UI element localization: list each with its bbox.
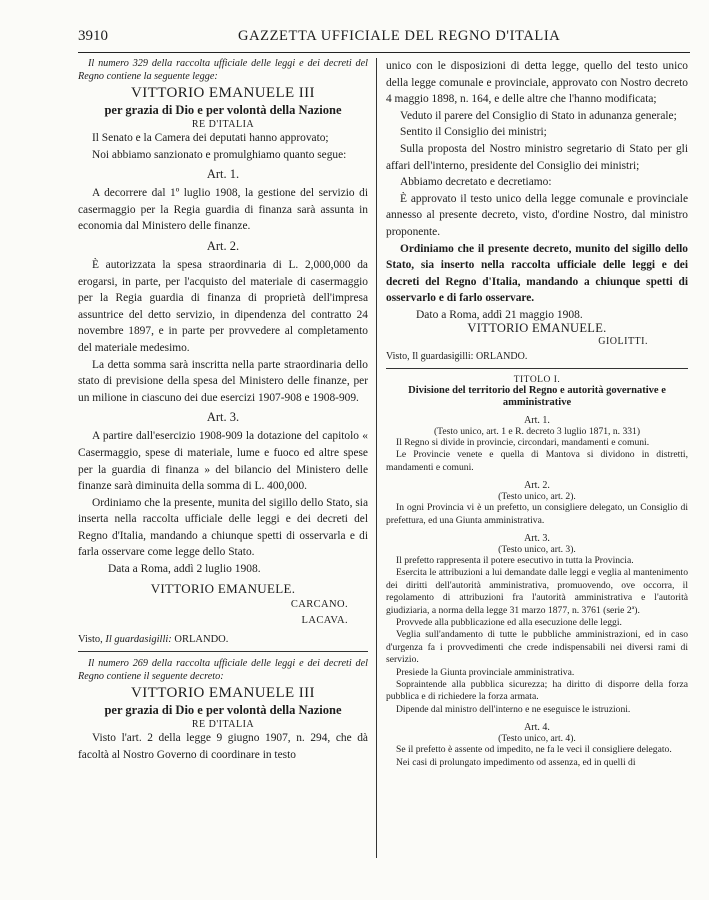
- titolo-description: Divisione del territorio del Regno e autorità governative e amministrative: [408, 384, 666, 408]
- art3-heading: Art. 3.: [524, 532, 550, 544]
- art3-p1: Il prefetto rappresenta il potere esecutivo in tutta la Provincia.: [396, 554, 634, 566]
- right-column: [386, 58, 688, 769]
- art4-heading: Art. 4.: [524, 722, 550, 734]
- page-number: 3910: [78, 28, 108, 44]
- decree-p7: Ordiniamo che il presente decreto, munito del sigillo dello Stato, sia inserto nella raccolta ufficiale delle leggi e dei decreti del Regno d'Italia, mandando a chiunque spetti di osservarlo e di farlo osservare.: [386, 242, 688, 305]
- art3-title: Art. 3.: [206, 410, 240, 425]
- king-name-2: VITTORIO EMANUELE III: [131, 685, 315, 702]
- law-intro: Il numero 329 della raccolta ufficiale delle leggi e dei decreti del Regno contiene la seguente legge:: [78, 58, 368, 82]
- re-line-2: RE D'ITALIA: [191, 719, 255, 731]
- art3-text: A partire dall'esercizio 1908-909 la dotazione del capitolo « Casermaggio, spese di materiale, lume e fuoco ed altre spese per la guardia di finanza » del bilancio del Ministero delle finanze sarà diminuita della somma di L. 400,000.: [78, 430, 368, 493]
- art1-title: Art. 1.: [206, 167, 240, 182]
- art3-p6: Sopraintende alla pubblica sicurezza; ha diritto di disporre della forza pubblica e di richiedere la forza armata.: [386, 679, 688, 703]
- visto-role: Il guardasigilli:: [105, 634, 172, 646]
- minister-giolitti: GIOLITTI.: [598, 335, 648, 347]
- decree-p5: Abbiamo decretato e decretiamo:: [400, 176, 552, 189]
- titolo-heading: TITOLO I.: [513, 374, 561, 385]
- re-line: RE D'ITALIA: [191, 119, 255, 130]
- visto-decree-text: Visto l'art. 2 della legge 9 giugno 1907, n. 294, che dà facoltà al Nostro Governo di coordinare in testo: [78, 732, 368, 761]
- art2-text-1: È autorizzata la spesa straordinaria di L. 2,000,000 da erogarsi, in parte, per l'acquisto del materiale di casermaggio per la Regia guardia di finanza di proprietà dell'impresa assuntrice del detto servizio, in dipendenza del contratto 24 novembre 1897, e in parte per provvedere al completamento del materiale medesimo.: [78, 258, 368, 354]
- decree-p2: Veduto il parere del Consiglio di Stato in adunanza generale;: [400, 109, 677, 122]
- order-text: Ordiniamo che la presente, munita del sigillo dello Stato, sia inserta nella raccolta ufficiale delle leggi e dei decreti del Regno d'Italia, mandando a chiunque spetti di osservarla e di farla osservare come legge dello Stato.: [78, 496, 368, 559]
- date-line: Data a Roma, addì 2 luglio 1908.: [108, 563, 261, 576]
- promulgate-line: Noi abbiamo sanzionato e promulghiamo quanto segue:: [92, 148, 347, 161]
- art4-ref: (Testo unico, art. 4).: [498, 733, 576, 745]
- art1-p1: Il Regno si divide in provincie, circondari, mandamenti e comuni.: [396, 436, 650, 448]
- king-signature: VITTORIO EMANUELE.: [150, 581, 296, 597]
- art3-ref: (Testo unico, art. 3).: [498, 543, 576, 555]
- art1-ref: (Testo unico, art. 1 e R. decreto 3 luglio 1871, n. 331): [433, 425, 641, 437]
- art1-text: A decorrere dal 1º luglio 1908, la gestione del servizio di casermaggio per la Regia guardia di finanza sarà assunta in economia dal Ministero delle finanze.: [78, 187, 368, 233]
- visto-label: Visto,: [78, 634, 103, 646]
- decree-date: Dato a Roma, addì 21 maggio 1908.: [416, 308, 583, 321]
- art2-p1: In ogni Provincia vi è un prefetto, un consigliere delegato, un Consiglio di prefettura, ed una Giunta amministrativa.: [386, 502, 688, 526]
- art3-p3: Provvede alla pubblicazione ed alla esecuzione delle leggi.: [396, 616, 622, 628]
- art1-p2: Le Provincie venete e quella di Mantova si dividono in distretti, mandamenti e comuni.: [386, 449, 688, 473]
- art4-p1: Se il prefetto è assente od impedito, ne fa le veci il consigliere delegato.: [396, 744, 672, 756]
- visto-line: [78, 634, 368, 645]
- art3-p7: Dipende dal ministro dell'interno e ne eseguisce le istruzioni.: [396, 703, 631, 715]
- decree-p6: È approvato il testo unico della legge comunale e provinciale annesso al presente decreto, visto, d'ordine Nostro, dal ministro proponente.: [386, 192, 688, 238]
- header-rule: [78, 52, 690, 53]
- art4-p2: Nei casi di prolungato impedimento od assenza, ed in quelli di: [396, 756, 636, 768]
- art2-text-2: La detta somma sarà inscritta nella parte straordinaria dello stato di previsione della spesa del Ministero delle finanze, per un milione in ciascuno dei due esercizi 1907-908 e 1908-909.: [78, 358, 368, 404]
- art3-p4: Veglia sull'andamento di tutte le pubbliche amministrazioni, ed in caso d'urgenza fa i provvedimenti che crede indispensabili nei diversi rami di servizio.: [386, 629, 688, 666]
- grace-line-2: per grazia di Dio e per volontà della Nazione: [104, 703, 342, 718]
- right-divider: [386, 368, 688, 369]
- art2-heading: Art. 2.: [524, 480, 550, 492]
- art2-title: Art. 2.: [206, 238, 240, 253]
- minister-carcano: CARCANO.: [290, 599, 348, 611]
- section-divider: [78, 651, 368, 652]
- art3-p2: Esercita le attribuzioni a lui demandate dalle leggi e veglia al mantenimento dei diritti dell'autorità amministrativa, promuovendo, ove occorra, il regolamento di attribuzioni fra l'autorità amministrativa e l'autorità giudiziaria, a norma della legge 31 marzo 1877, n. 3761 (serie 2ª).: [386, 567, 688, 616]
- decree-p4: Sulla proposta del Nostro ministro segretario di Stato per gli affari dell'interno, presidente del Consiglio dei ministri;: [386, 142, 688, 172]
- grace-line: per grazia di Dio e per volontà della Nazione: [104, 103, 342, 117]
- decree-p1: unico con le disposizioni di detta legge, quello del testo unico della legge comunale e provinciale, approvato con Nostro decreto 4 maggio 1898, n. 164, e delle altre che l'hanno modificata;: [386, 60, 688, 106]
- decree-signature: VITTORIO EMANUELE.: [467, 320, 607, 335]
- column-divider: [376, 58, 377, 858]
- left-column: [78, 58, 368, 763]
- king-name: VITTORIO EMANUELE III: [131, 85, 315, 101]
- visto-name: ORLANDO.: [174, 634, 229, 646]
- decree-intro: Il numero 269 della raccolta ufficiale delle leggi e dei decreti del Regno contiene il seguente decreto:: [78, 658, 368, 682]
- art2-ref: (Testo unico, art. 2).: [498, 491, 576, 503]
- page-header: [78, 28, 690, 50]
- art3-p5: Presiede la Giunta provinciale amministrativa.: [396, 666, 575, 678]
- minister-lacava: LACAVA.: [301, 615, 348, 627]
- decree-p3: Sentito il Consiglio dei ministri;: [400, 126, 547, 139]
- decree-visto: Visto, Il guardasigilli: ORLANDO.: [386, 350, 528, 362]
- gazette-title: GAZZETTA UFFICIALE DEL REGNO D'ITALIA: [238, 28, 561, 44]
- art1-heading: Art. 1.: [524, 414, 550, 426]
- senate-line: Il Senato e la Camera dei deputati hanno approvato;: [92, 132, 329, 144]
